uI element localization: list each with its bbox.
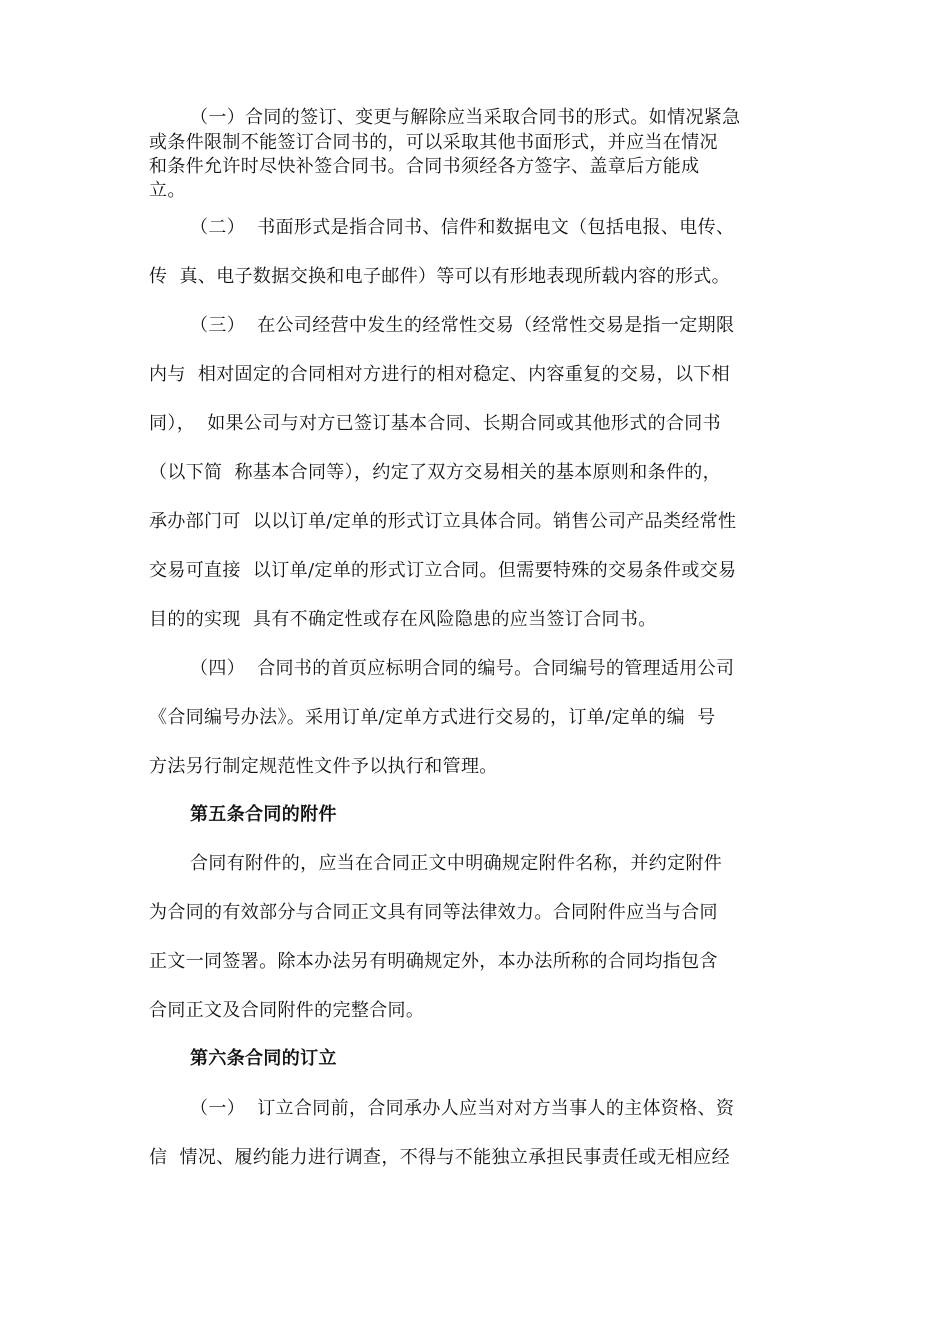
section-heading-6: 第六条合同的订立 [190, 1048, 337, 1069]
para-6-line-2: 信 情况、履约能力进行调查，不得与不能独立承担民事责任或无相应经 [149, 1147, 730, 1168]
para-5-line-3: 正文一同签署。除本办法另有明确规定外，本办法所称的合同均指包含 [149, 951, 718, 972]
para-1-line-3: 和条件允许时尽快补签合同书。合同书须经各方签字、盖章后方能成 [149, 156, 700, 177]
para-2-line-1: （二） 书面形式是指合同书、信件和数据电文（包括电报、电传、 [190, 217, 735, 238]
para-3-line-3: 同）， 如果公司与对方已签订基本合同、长期合同或其他形式的合同书 [149, 413, 721, 434]
para-4-line-2: 《合同编号办法》。采用订单/定单方式进行交易的，订单/定单的编 号 [149, 707, 716, 728]
para-5-line-4: 合同正文及合同附件的完整合同。 [149, 1000, 425, 1021]
para-1-line-4: 立。 [149, 180, 186, 201]
para-3-line-4: （以下简 称基本合同等），约定了双方交易相关的基本原则和条件的， [149, 462, 721, 483]
para-5-line-1: 合同有附件的，应当在合同正文中明确规定附件名称，并约定附件 [190, 853, 723, 874]
para-3-line-1: （三） 在公司经营中发生的经常性交易（经常性交易是指一定期限 [190, 315, 735, 336]
para-3-line-2: 内与 相对固定的合同相对方进行的相对稳定、内容重复的交易，以下相 [149, 364, 730, 385]
para-5-line-2: 为合同的有效部分与合同正文具有同等法律效力。合同附件应当与合同 [149, 902, 718, 923]
para-3-line-7: 目的的实现 具有不确定性或存在风险隐患的应当签订合同书。 [149, 609, 657, 630]
para-3-line-6: 交易可直接 以订单/定单的形式订立合同。但需要特殊的交易条件或交易 [149, 560, 737, 581]
section-heading-5: 第五条合同的附件 [190, 804, 337, 825]
para-4-line-3: 方法另行制定规范性文件予以执行和管理。 [149, 756, 498, 777]
para-6-line-1: （一） 订立合同前，合同承办人应当对对方当事人的主体资格、资 [190, 1098, 735, 1119]
para-1-line-2: 或条件限制不能签订合同书的，可以采取其他书面形式，并应当在情况 [149, 132, 718, 153]
para-4-line-1: （四） 合同书的首页应标明合同的编号。合同编号的管理适用公司 [190, 658, 735, 679]
para-3-line-5: 承办部门可 以以订单/定单的形式订立具体合同。销售公司产品类经常性 [149, 511, 737, 532]
para-1-line-1: （一）合同的签订、变更与解除应当采取合同书的形式。如情况紧急 [190, 107, 741, 128]
para-2-line-2: 传 真、电子数据交换和电子邮件）等可以有形地表现所载内容的形式。 [149, 266, 730, 287]
